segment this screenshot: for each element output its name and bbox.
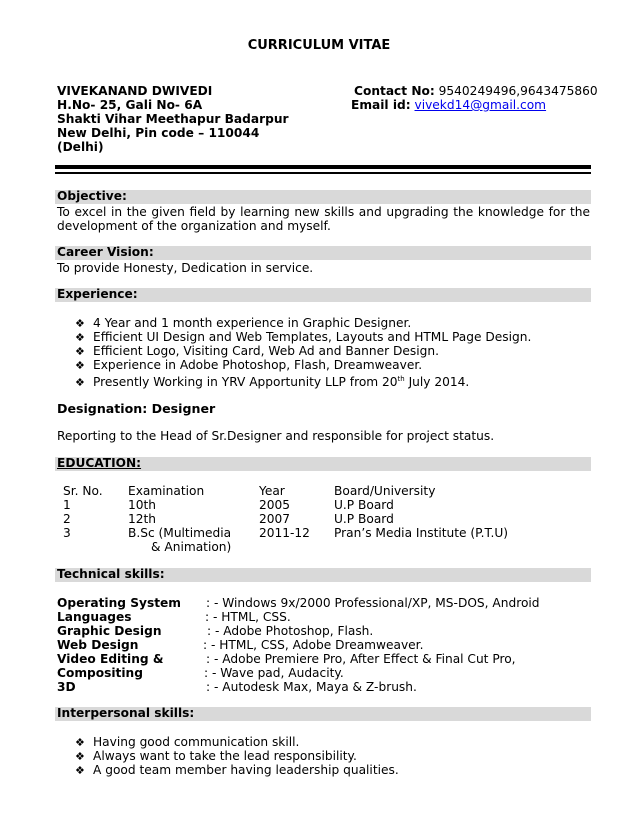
diamond-bullet-icon: ❖ (75, 317, 85, 330)
table-cell: 3 (63, 526, 71, 540)
skill-label: Graphic Design (57, 624, 162, 638)
contact-number (354, 84, 598, 98)
diamond-bullet-icon: ❖ (75, 750, 85, 763)
table-cell: U.P Board (334, 498, 394, 512)
table-header: Year (259, 484, 285, 498)
header-divider (55, 165, 591, 169)
table-cell: B.Sc (Multimedia (128, 526, 232, 540)
skill-value: : - Adobe Photoshop, Flash. (207, 624, 374, 638)
table-header: Examination (128, 484, 205, 498)
list-item: ❖ Efficient Logo, Visiting Card, Web Ad and Banner Design. (75, 344, 439, 358)
header-divider (55, 172, 591, 174)
skill-label: Languages (57, 610, 132, 624)
experience-list (75, 316, 532, 389)
section-heading: Career Vision: (57, 245, 154, 259)
skill-label: Compositing (57, 666, 143, 680)
page-title: CURRICULUM VITAE (247, 38, 391, 53)
skill-value: : - HTML, CSS, Adobe Dreamweaver. (203, 638, 424, 652)
objective-text: To excel in the given field by learning new skills and upgrading the knowledge for the development of the organization and myself. (57, 205, 590, 233)
address-line: (Delhi) (57, 140, 104, 154)
skill-label: Video Editing & (57, 652, 164, 666)
email-link[interactable]: vivekd14@gmail.com (414, 98, 547, 112)
designation: Designation: Designer (57, 401, 216, 416)
section-heading: Objective: (57, 189, 127, 203)
table-cell: 2007 (259, 512, 291, 526)
skill-value: : - Windows 9x/2000 Professional/XP, MS-DOS, Android (206, 596, 540, 610)
section-career-vision (55, 246, 591, 260)
section-objective (55, 190, 591, 204)
list-item: ❖ 4 Year and 1 month experience in Graphic Designer. (75, 316, 412, 330)
interpersonal-list (75, 735, 399, 777)
section-technical-skills (55, 568, 591, 582)
address-line: New Delhi, Pin code – 110044 (57, 126, 260, 140)
table-cell: & Animation) (151, 540, 232, 554)
table-cell: U.P Board (334, 512, 394, 526)
skill-label: Web Design (57, 638, 139, 652)
contact-value: 9540249496,9643475860 (434, 84, 598, 98)
section-heading: EDUCATION: (57, 456, 142, 470)
email-label: Email id: (351, 98, 411, 112)
address-line: H.No- 25, Gali No- 6A (57, 98, 203, 112)
list-item: ❖ Efficient UI Design and Web Templates, Layouts and HTML Page Design. (75, 330, 532, 344)
diamond-bullet-icon: ❖ (75, 736, 85, 749)
skill-value: : - Wave pad, Audacity. (204, 666, 344, 680)
diamond-bullet-icon: ❖ (75, 376, 85, 389)
table-cell: 12th (128, 512, 157, 526)
list-item: ❖ Having good communication skill. (75, 735, 300, 749)
list-item: ❖ A good team member having leadership qualities. (75, 763, 399, 777)
table-cell: 2 (63, 512, 71, 526)
table-cell: 2011-12 (259, 526, 310, 540)
section-heading: Interpersonal skills: (57, 706, 195, 720)
table-header: Board/University (334, 484, 436, 498)
diamond-bullet-icon: ❖ (75, 331, 85, 344)
diamond-bullet-icon: ❖ (75, 359, 85, 372)
skill-value: : - Autodesk Max, Maya & Z-brush. (206, 680, 417, 694)
table-cell: 2005 (259, 498, 291, 512)
table-cell: 10th (128, 498, 157, 512)
diamond-bullet-icon: ❖ (75, 764, 85, 777)
email (351, 98, 546, 112)
skill-label: 3D (57, 680, 76, 694)
skill-value: : - Adobe Premiere Pro, After Effect & Final Cut Pro, (206, 652, 516, 666)
section-heading: Technical skills: (57, 567, 165, 581)
section-experience (55, 288, 591, 302)
skill-label: Operating System (57, 596, 181, 610)
section-education (55, 457, 591, 471)
table-cell: 1 (63, 498, 71, 512)
candidate-name: VIVEKANAND DWIVEDI (57, 84, 213, 98)
table-header: Sr. No. (63, 484, 103, 498)
address-line: Shakti Vihar Meethapur Badarpur (57, 112, 289, 126)
list-item: ❖ Always want to take the lead responsibility. (75, 749, 357, 763)
section-interpersonal-skills (55, 707, 591, 721)
skill-value: : - HTML, CSS. (205, 610, 291, 624)
contact-label: Contact No: (354, 84, 435, 98)
list-item: ❖ Experience in Adobe Photoshop, Flash, Dreamweaver. (75, 358, 423, 372)
section-heading: Experience: (57, 287, 138, 301)
table-cell: Pran’s Media Institute (P.T.U) (334, 526, 509, 540)
list-item: ❖ Presently Working in YRV Apportunity LLP from 20th July 2014. (75, 375, 470, 389)
diamond-bullet-icon: ❖ (75, 345, 85, 358)
reporting-text: Reporting to the Head of Sr.Designer and responsible for project status. (57, 429, 495, 443)
career-vision-text: To provide Honesty, Dedication in service. (57, 261, 314, 275)
